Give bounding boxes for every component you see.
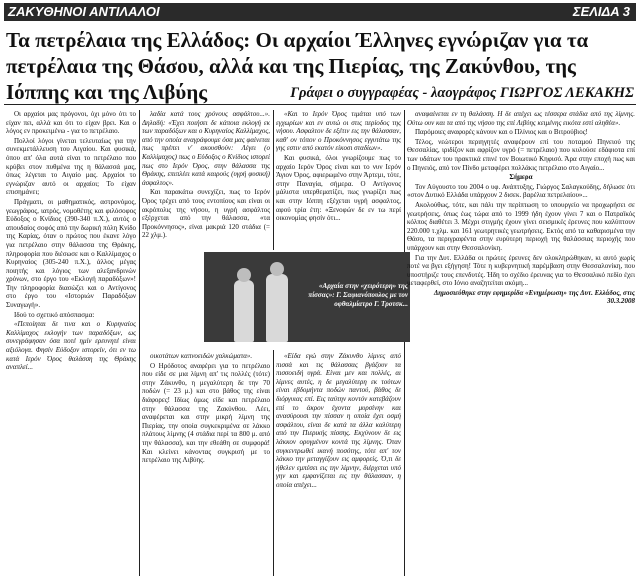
photo-person xyxy=(266,274,288,342)
text-column-2 xyxy=(142,110,270,246)
paragraph: Οι αρχαίοι μας πρόγονοι, όχι μόνο ότι το είχαν πει, αλλά και ότι το είχαν βρει. Και ο λόγος εν προκειμένω - για το πετρέλαιο. xyxy=(6,110,136,136)
article-photo xyxy=(204,252,410,342)
quote-paragraph: «Και το Ιερόν Όρος τιμάται υπό των εγχωρίων και εν αυτώ οι στις περίοδος της νήσου. Ασφαλτον δε εξέτιν εις την θάλασσαν, καθ' ον τόπον ο Προκόννησος εγγυτάτω της γης εστιν από εκατόν είκοσι σταδίων». xyxy=(276,110,401,153)
article-headline: Τα πετρέλαια της Ελλάδος: Οι αρχαίοι Έλληνες εγνώριζαν για τα πετρέλαια της Θάσου, αλλά και της Πιερίας, της Ζακύνθου, της Ιόππης και της Λιβύης xyxy=(6,28,589,104)
text-column-1 xyxy=(6,110,136,578)
page-number: ΣΕΛΙΔΑ 3 xyxy=(572,4,630,19)
newspaper-name: ΖΑΚΥΘΗΝΟΙ ΑΝΤΙΛΑΛΟΙ xyxy=(8,4,160,19)
paragraph: Ακολούθως, τότε, και πάλι την περίπτωση το υπουργείο να προχωρήσει σε γεωτρήσεις, όπως έως τώρα από το 1999 ήδη έχουν γίνει 7 και ο Πατραϊκός κόλπος διαθέτει 3. Μέχρι στιγμής έχουν γίνει σεισμικές έρευνες που καλύπτουν 220.000 τ.χλμ. και 161 γεωτρητικές γεωτρήσεις. Εκτός από τα καθαρισμένα την Θάσο, τα περιγραφέντα στην ευρύτερη περιοχή της θαλάσσιας περιοχής που υπάρχουν και στην Θεσσαλονίκη. xyxy=(407,200,635,252)
text-column-4 xyxy=(407,110,635,578)
paragraph: Για την Δυτ. Ελλάδα οι πρώτες έρευνες δεν ολοκληρώθηκαν, κι αυτό χωρίς ποτέ να βγει εξήγηση! Τότε η κυβερνητική παρέμβαση στην Θεσσαλονίκη, που υποστήριζε τους επενδυτές. Ήδη το σχέδιο έρευνας για το Θεσσαλικό πεδίο έχει μεταφερθεί, στο Ιόνιο αναζητείται ακόμη... xyxy=(407,253,635,288)
column-divider xyxy=(273,350,274,576)
paragraph: Και παρακάτω συνεχίζει, πως το Ιερόν Όρος τρέχει από τους εντοπίους και είναι οι ακρόπολις της νήσου, η υγρή ασφάλτος εξέρχεται από την θάλασσα, «τα Προκόννησος», είναι μακριά 120 στάδια (= 22 χλμ.). xyxy=(142,188,270,240)
column-divider xyxy=(139,110,140,576)
paragraph: Τον Αύγουστο του 2004 ο υφ. Ανάπτυξης, Γιώργος Σαλαγκούδης, δήλωσε ότι «στον Δυτικό Ελλάδα υπάρχουν 2 δισεκ. βαρέλια πετρελαίου»... xyxy=(407,182,635,200)
quote-paragraph: αναφαίνεται εν τη θαλάσση. Η δε απέχει ως τέσσερα στάδια από της λίμνης. Ούτω ουν και τα από της νήσου της επί Λιβύης κειμένης εικότα εστί αληθέα». xyxy=(407,110,635,127)
column-divider xyxy=(273,110,274,250)
photo-person-head xyxy=(237,268,251,282)
source-note: Δημοσιεύθηκε στην εφημερίδα «Ενημέρωση» της Δυτ. Ελλάδος, στις 30.3.2008 xyxy=(433,288,635,306)
paragraph: Τέλος, νεώτεροι περιηγητές αναφέρουν επί του ποταμού Πηνειού της Θεσσαλίας, ιριδίζον και αφρίζον υγρό (= πετρέλαιο) που κυλούσε εδάφιοτα επί των υδάτων του πρακτικά επινέ τον Βοιωτικό Κηφισό. Άρα στην εποχή πως και ο Πηνειός, από τον Πίνδο μεταφέρει πολλάκις πετρέλαιο στο Αιγαίο... xyxy=(407,137,635,172)
headline-rule xyxy=(4,104,636,105)
paragraph: Ο Ηρόδοτος αναφέρει για το πετρέλαιο που είδε σε μια λίμνη απ' τις πολλές (τότε) στην Ζάκυνθο, η μεγαλύτερη δε την 70 ποδών (= 23 μ.) και στο βάθος της είναι διάφορες! Ιδίως όμως είδε και πετρέλαιο στην θάλασσα της Ζακύνθου. Λέει, αναφέρεται και στην μικρή λίμνη της Πιερίας, την οποία συγκεκριμένα σε λάκκο πλάτους λίμνης (4 στάδια περί τα 800 μ. από την θάλασσα), και την εθεάθη σε συμφορά! Και κλείνει κάνοντας συγκρισή με το πετρέλαιο της Λιβύης. xyxy=(142,361,270,465)
text-column-3 xyxy=(276,110,401,245)
photo-person xyxy=(234,280,254,342)
text-column-2-lower xyxy=(142,352,270,578)
quote-paragraph: λαδία κατά τους χρόνους ασφάλτου...». Δηλαδή: «Έχει ποιήσει δε κάποια εκλογή εκ των παραδόξων και ο Κυρηναίος Καλλίμαχος, από την οποία αναγράφουμε όσα μας φαίνεται πως πρέπει ν' ακουσθούν: Λέγει (ο Καλλίμαχος) πως ο Εύδοξος ο Κνίδιος ιστορεί πως στο Ιερόν Όρος, στην θάλασσα της Θράκης, επιπλέει κατά καιρούς (υγρή φυσική) άσφαλτος». xyxy=(142,110,270,187)
paragraph: Και φυσικά, όλοι γνωρίζουμε πως το αρχαίο Ιερόν Όρος είναι και το νυν Ιερόν Άγιον Όρος, αφιερωμένο στην Άρτεμι, τότε, στην Παναγία, σήμερα. Ο Αντίγονος μάλιστα υπερθεματίζει, πως γνωρίζει πως και στην Ιόππη εξέχεται υγρή ασφαλτος, αφού τρία έτη: «Ξενοφών δε εν τω περί οικονομίας φησίν ότι... xyxy=(276,153,401,223)
newspaper-header xyxy=(4,3,636,21)
text-column-3-lower xyxy=(276,352,401,578)
quote-paragraph: «Είδα εγώ στην Ζάκυνθο λίμνες από πισσά και τις θάλασσας βγάζουν τα πισσοειδή υγρά. Είναι μεν και πολλές, αι λίμνες αυτές, η δε μεγαλύτερη εκ τούτων είναι εβδομήντα ποδών παντού, βάθος δε διόργυιας επί. Εις ταύτην κοντόν κατεβάζουν επί το άκρον έχοντα μυρσίνην και ανασύρουσι την πίσσαν η οποία έχει οσμή ασφάλτου, είναι δε κατά τα άλλα καλύτερη από την Πιερικής πίσσης. Εκχύνουν δε εις λάκκον ορυγμένον κοντά της λίμνης. Όταν συγκεντρωθεί ικανή ποσότης, τότε απ' τον λάκκο την μεταγγίζουν εις αμφορείς. Ό,τι δε ήθελεν εμπέσει εις την λίμνην, διέρχεται υπό γην και εμφανίζεται εις την θάλασσαν, η οποία απέχει... xyxy=(276,352,401,489)
column-divider xyxy=(404,110,405,576)
subheading: Σήμερα xyxy=(509,173,533,182)
quote-paragraph: «Πεποίηται δε τινα και ο Κυρηναίος Καλλίμαχος εκλογήν των παραδόξων, ως συνεγράφησαν όσα ποτέ ημίν ερευνητέ είναι αξιόλογα. Φησίν Εύδοξον ιστορείν, ότι εν τω κατά Ιερόν Όρος θαλάσση της Θράκης αναπλεί... xyxy=(6,320,136,372)
article-byline: Γράφει ο συγγραφέας - λαογράφος ΓΙΩΡΓΟΣ ΛΕΚΑΚΗΣ xyxy=(290,85,634,101)
photo-caption: «Αρχαία στην «χειρότερη» της πίσσας»: Γ. Σαφιανόπουλος με τον οφθαλμίατρο Γ. Τροτσκ... xyxy=(308,282,408,308)
paragraph: Πολλοί λόγοι γίνεται τελευταίως για την συνεκμετάλλευση του Αιγαίου. Και φυσικά, όπου απ' όλα αυτά είναι το πετρέλαιο που κρύβει στον πυθμένα της η θάλασσά μας, όπως λέγεται το Αιγαίο μας. Αρχαίοι το εγνώριζαν αυτό οι αρχαίοι; Το είχαν επισημάνει; xyxy=(6,136,136,197)
paragraph: Πράγματι, οι μαθηματικός, αστρονόμος, γεωγράφος, ιατρός, νομοθέτης και φιλόσοφος Εύδοξος ο Κνίδιος (390-340 π.Χ.), αυτός ο απουδαίος σοφός από την δωρική πόλη Κνίδο της Καρίας, όταν ο πρώτος που έκανε λόγο για πετρέλαιο στην θάλασσα της Θράκης, πληροφορία που διέσωσε και ο Καλλίμαχος ο Κυρηναίος (305-240 π.Χ.), άλλος μέγας ποιητής και λόγιος των αλεξανδρινών χρόνων, στο έργο του «Εκλογή παραδόξων»! Την πληροφορία διασώζει και ο Αντίγονος στο έργο του «Ιστοριών Παραδόξων Συναγωγή». xyxy=(6,197,136,310)
photo-person-head xyxy=(270,262,284,276)
paragraph: Ιδού το σχετικό απόσπασμα: xyxy=(14,310,95,319)
paragraph: Παρόμοιες αναφορές κάνουν και ο Πλίνιος και ο Βιτρούβιος! xyxy=(415,128,588,137)
quote-paragraph: οικοτάτων καπνοειδών χαλκώματα». xyxy=(150,352,253,360)
